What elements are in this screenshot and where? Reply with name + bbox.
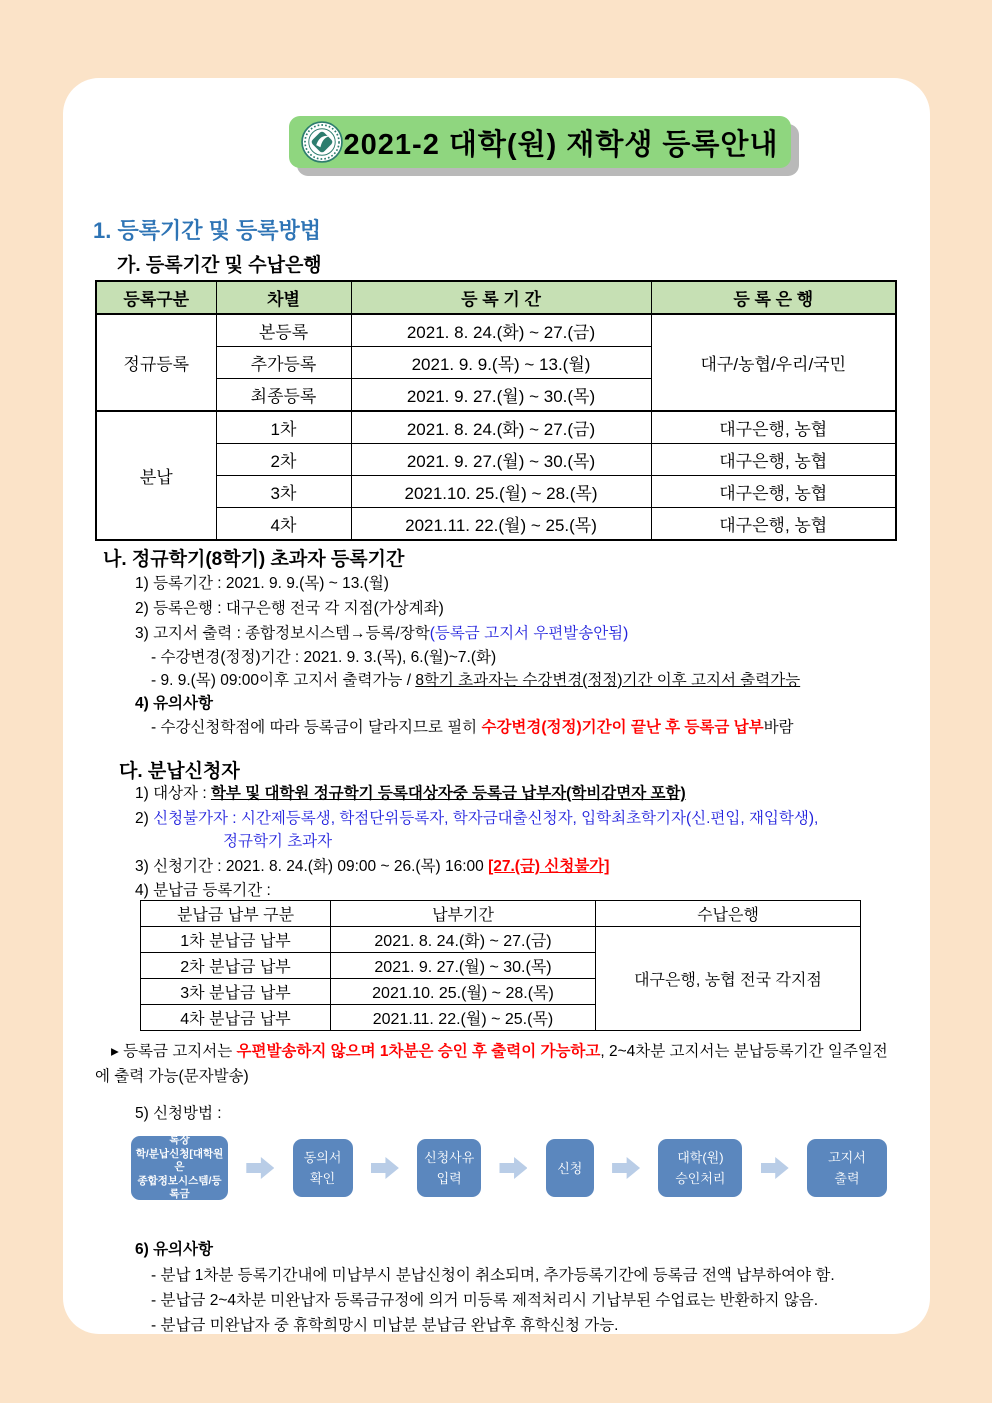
caution-bullet: - 분납금 2~4차분 미완납자 등록금규정에 의거 미등록 제적처리시 기납부된 수업료는 반환하지 않음. — [151, 1292, 819, 1309]
university-seal-icon — [301, 121, 343, 163]
underlined-note: 8학기 초과자는 수강변경(정정)기간 이후 고지서 출력가능 — [415, 672, 801, 689]
col-header: 납부기간 — [331, 901, 596, 927]
cell-type: 최종등록 — [216, 379, 351, 412]
cell-type: 2차 — [216, 444, 351, 476]
na-sub-2: - 9. 9.(목) 09:00이후 고지서 출력가능 / 8학기 초과자는 수강변경(정정)기간 이후 고지서 출력가능 — [151, 672, 801, 689]
caution-bullet: - 분납 1차분 등록기간내에 미납부시 분납신청이 취소되며, 추가등록기간에 등록금 전액 납부하여야 함. — [151, 1267, 835, 1284]
cell-group-label: 정규등록 — [96, 314, 216, 411]
title-banner — [289, 116, 791, 168]
cell-type: 추가등록 — [216, 347, 351, 379]
registration-period-table — [95, 280, 897, 541]
table-row — [141, 927, 861, 953]
red-alert-text: 수강변경(정정)기간이 끝난 후 등록금 납부 — [481, 719, 764, 736]
cell-type: 3차 — [216, 476, 351, 508]
da-item-4: 4) 분납금 등록기간 : — [135, 882, 271, 899]
section6-heading: 6) 유의사항 — [135, 1241, 213, 1258]
section5-heading: 5) 신청방법 : — [135, 1105, 222, 1122]
application-flowchart — [131, 1120, 887, 1214]
cell-type: 본등록 — [216, 314, 351, 347]
cell-period: 2021. 9. 27.(월) ~ 30.(목) — [331, 953, 596, 979]
da-item-2: 2) 신청불가자 : 시간제등록생, 학점단위등록자, 학자금대출신청자, 입학최초학기자(신.편입, 재입학생), — [135, 810, 819, 827]
col-header: 등 록 기 간 — [351, 281, 651, 314]
col-header: 수납은행 — [596, 901, 861, 927]
table-row — [96, 314, 896, 347]
cell-label: 4차 분납금 납부 — [141, 1005, 331, 1031]
table-header-row — [141, 901, 861, 927]
na-item-3: 3) 고지서 출력 : 종합정보시스템→등록/장학(등록금 고지서 우편발송안됨) — [135, 625, 629, 642]
col-header: 등록구분 — [96, 281, 216, 314]
cell-period: 2021.10. 25.(월) ~ 28.(목) — [351, 476, 651, 508]
red-invoice-text: 우편발송하지 않으며 1차분은 승인 후 출력이 가능하고 — [236, 1043, 601, 1060]
cell-type: 4차 — [216, 508, 351, 541]
na-item-4: 4) 유의사항 — [135, 695, 213, 712]
da-item-2-line2: 정규학기 초과자 — [223, 833, 333, 850]
col-header: 차별 — [216, 281, 351, 314]
arrow-right-icon — [246, 1157, 274, 1179]
cell-period: 2021. 9. 27.(월) ~ 30.(목) — [351, 444, 651, 476]
page — [63, 78, 930, 1334]
flow-step-consent: 동의서 확인 — [293, 1139, 353, 1197]
arrow-right-icon — [612, 1157, 640, 1179]
flow-step-approval: 대학(원) 승인처리 — [658, 1139, 742, 1197]
cell-period: 2021. 8. 24.(화) ~ 27.(금) — [351, 411, 651, 444]
cell-period: 2021. 8. 24.(화) ~ 27.(금) — [331, 927, 596, 953]
na-item-1: 1) 등록기간 : 2021. 9. 9.(목) ~ 13.(월) — [135, 575, 389, 592]
caution-bullet: - 분납금 미완납자 중 휴학희망시 미납분 분납금 완납후 휴학신청 가능. — [151, 1317, 619, 1334]
installment-payment-table — [140, 900, 861, 1031]
col-header: 등 록 은 행 — [651, 281, 896, 314]
blue-note: (등록금 고지서 우편발송안됨) — [429, 625, 629, 642]
cell-period: 2021.11. 22.(월) ~ 25.(목) — [351, 508, 651, 541]
cell-bank: 대구은행, 농협 전국 각지점 — [596, 927, 861, 1031]
section1-heading: 1. 등록기간 및 등록방법 — [93, 218, 321, 243]
section-na-heading: 나. 정규학기(8학기) 초과자 등록기간 — [103, 549, 405, 570]
cell-bank: 대구은행, 농협 — [651, 411, 896, 444]
cell-bank: 대구은행, 농협 — [651, 476, 896, 508]
col-header: 분납금 납부 구분 — [141, 901, 331, 927]
da-item-1: 1) 대상자 : 학부 및 대학원 정규학기 등록대상자중 등록금 납부자(학비감면자 포함) — [135, 785, 686, 802]
na-sub-1: - 수강변경(정정)기간 : 2021. 9. 3.(목), 6.(월)~7.(화) — [151, 649, 497, 666]
triangle-bullet-icon: ▸ — [111, 1043, 119, 1060]
cell-label: 1차 분납금 납부 — [141, 927, 331, 953]
table-row — [96, 508, 896, 541]
cell-period: 2021. 8. 24.(화) ~ 27.(금) — [351, 314, 651, 347]
flow-step-apply: 신청 — [546, 1139, 594, 1197]
table-header-row — [96, 281, 896, 314]
table-row — [96, 411, 896, 444]
cell-group-label: 분납 — [96, 411, 216, 540]
page-title: 2021-2 대학(원) 재학생 등록안내 — [343, 128, 779, 161]
cell-label: 2차 분납금 납부 — [141, 953, 331, 979]
underlined-target-text: 학부 및 대학원 정규학기 등록대상자중 등록금 납부자(학비감면자 포함) — [210, 785, 686, 802]
blue-excluded-list: 신청불가자 : 시간제등록생, 학점단위등록자, 학자금대출신청자, 입학최초학기자(신.편입, 재입학생), — [153, 810, 819, 827]
cell-period: 2021. 9. 9.(목) ~ 13.(월) — [351, 347, 651, 379]
cell-type: 1차 — [216, 411, 351, 444]
cell-period: 2021.11. 22.(월) ~ 25.(목) — [331, 1005, 596, 1031]
cell-bank: 대구은행, 농협 — [651, 508, 896, 541]
section-da-heading: 다. 분납신청자 — [119, 761, 240, 782]
na-item-4-sub: - 수강신청학점에 따라 등록금이 달라지므로 필히 수강변경(정정)기간이 끝난 후 등록금 납부바람 — [151, 719, 794, 736]
red-deadline-note: [27.(금) 신청불가] — [488, 858, 610, 875]
arrow-right-icon — [371, 1157, 399, 1179]
da-item-3: 3) 신청기간 : 2021. 8. 24.(화) 09:00 ~ 26.(목) 16:00 [27.(금) 신청불가] — [135, 858, 610, 875]
cell-period: 2021. 9. 27.(월) ~ 30.(목) — [351, 379, 651, 412]
flow-step-reason: 신청사유 입력 — [417, 1139, 481, 1197]
flow-step-system-menu: 종합정보시스템/등록장 학/분납신청[대학원은 종합정보시스템/등록금 고지서] — [131, 1136, 228, 1200]
cell-bank: 대구은행, 농협 — [651, 444, 896, 476]
table-row — [96, 476, 896, 508]
cell-period: 2021.10. 25.(월) ~ 28.(목) — [331, 979, 596, 1005]
section1-sub-heading: 가. 등록기간 및 수납은행 — [117, 255, 322, 276]
flow-step-print: 고지서 출력 — [807, 1139, 887, 1197]
table-row — [96, 444, 896, 476]
na-item-2: 2) 등록은행 : 대구은행 전국 각 지점(가상계좌) — [135, 600, 444, 617]
cell-label: 3차 분납금 납부 — [141, 979, 331, 1005]
arrow-right-icon — [761, 1157, 789, 1179]
cell-bank: 대구/농협/우리/국민 — [651, 314, 896, 411]
arrow-right-icon — [499, 1157, 527, 1179]
invoice-note: ▸ 등록금 고지서는 우편발송하지 않으며 1차분은 승인 후 출력이 가능하고, 2~4차분 고지서는 분납등록기간 일주일전에 출력 가능(문자발송) — [95, 1043, 888, 1085]
